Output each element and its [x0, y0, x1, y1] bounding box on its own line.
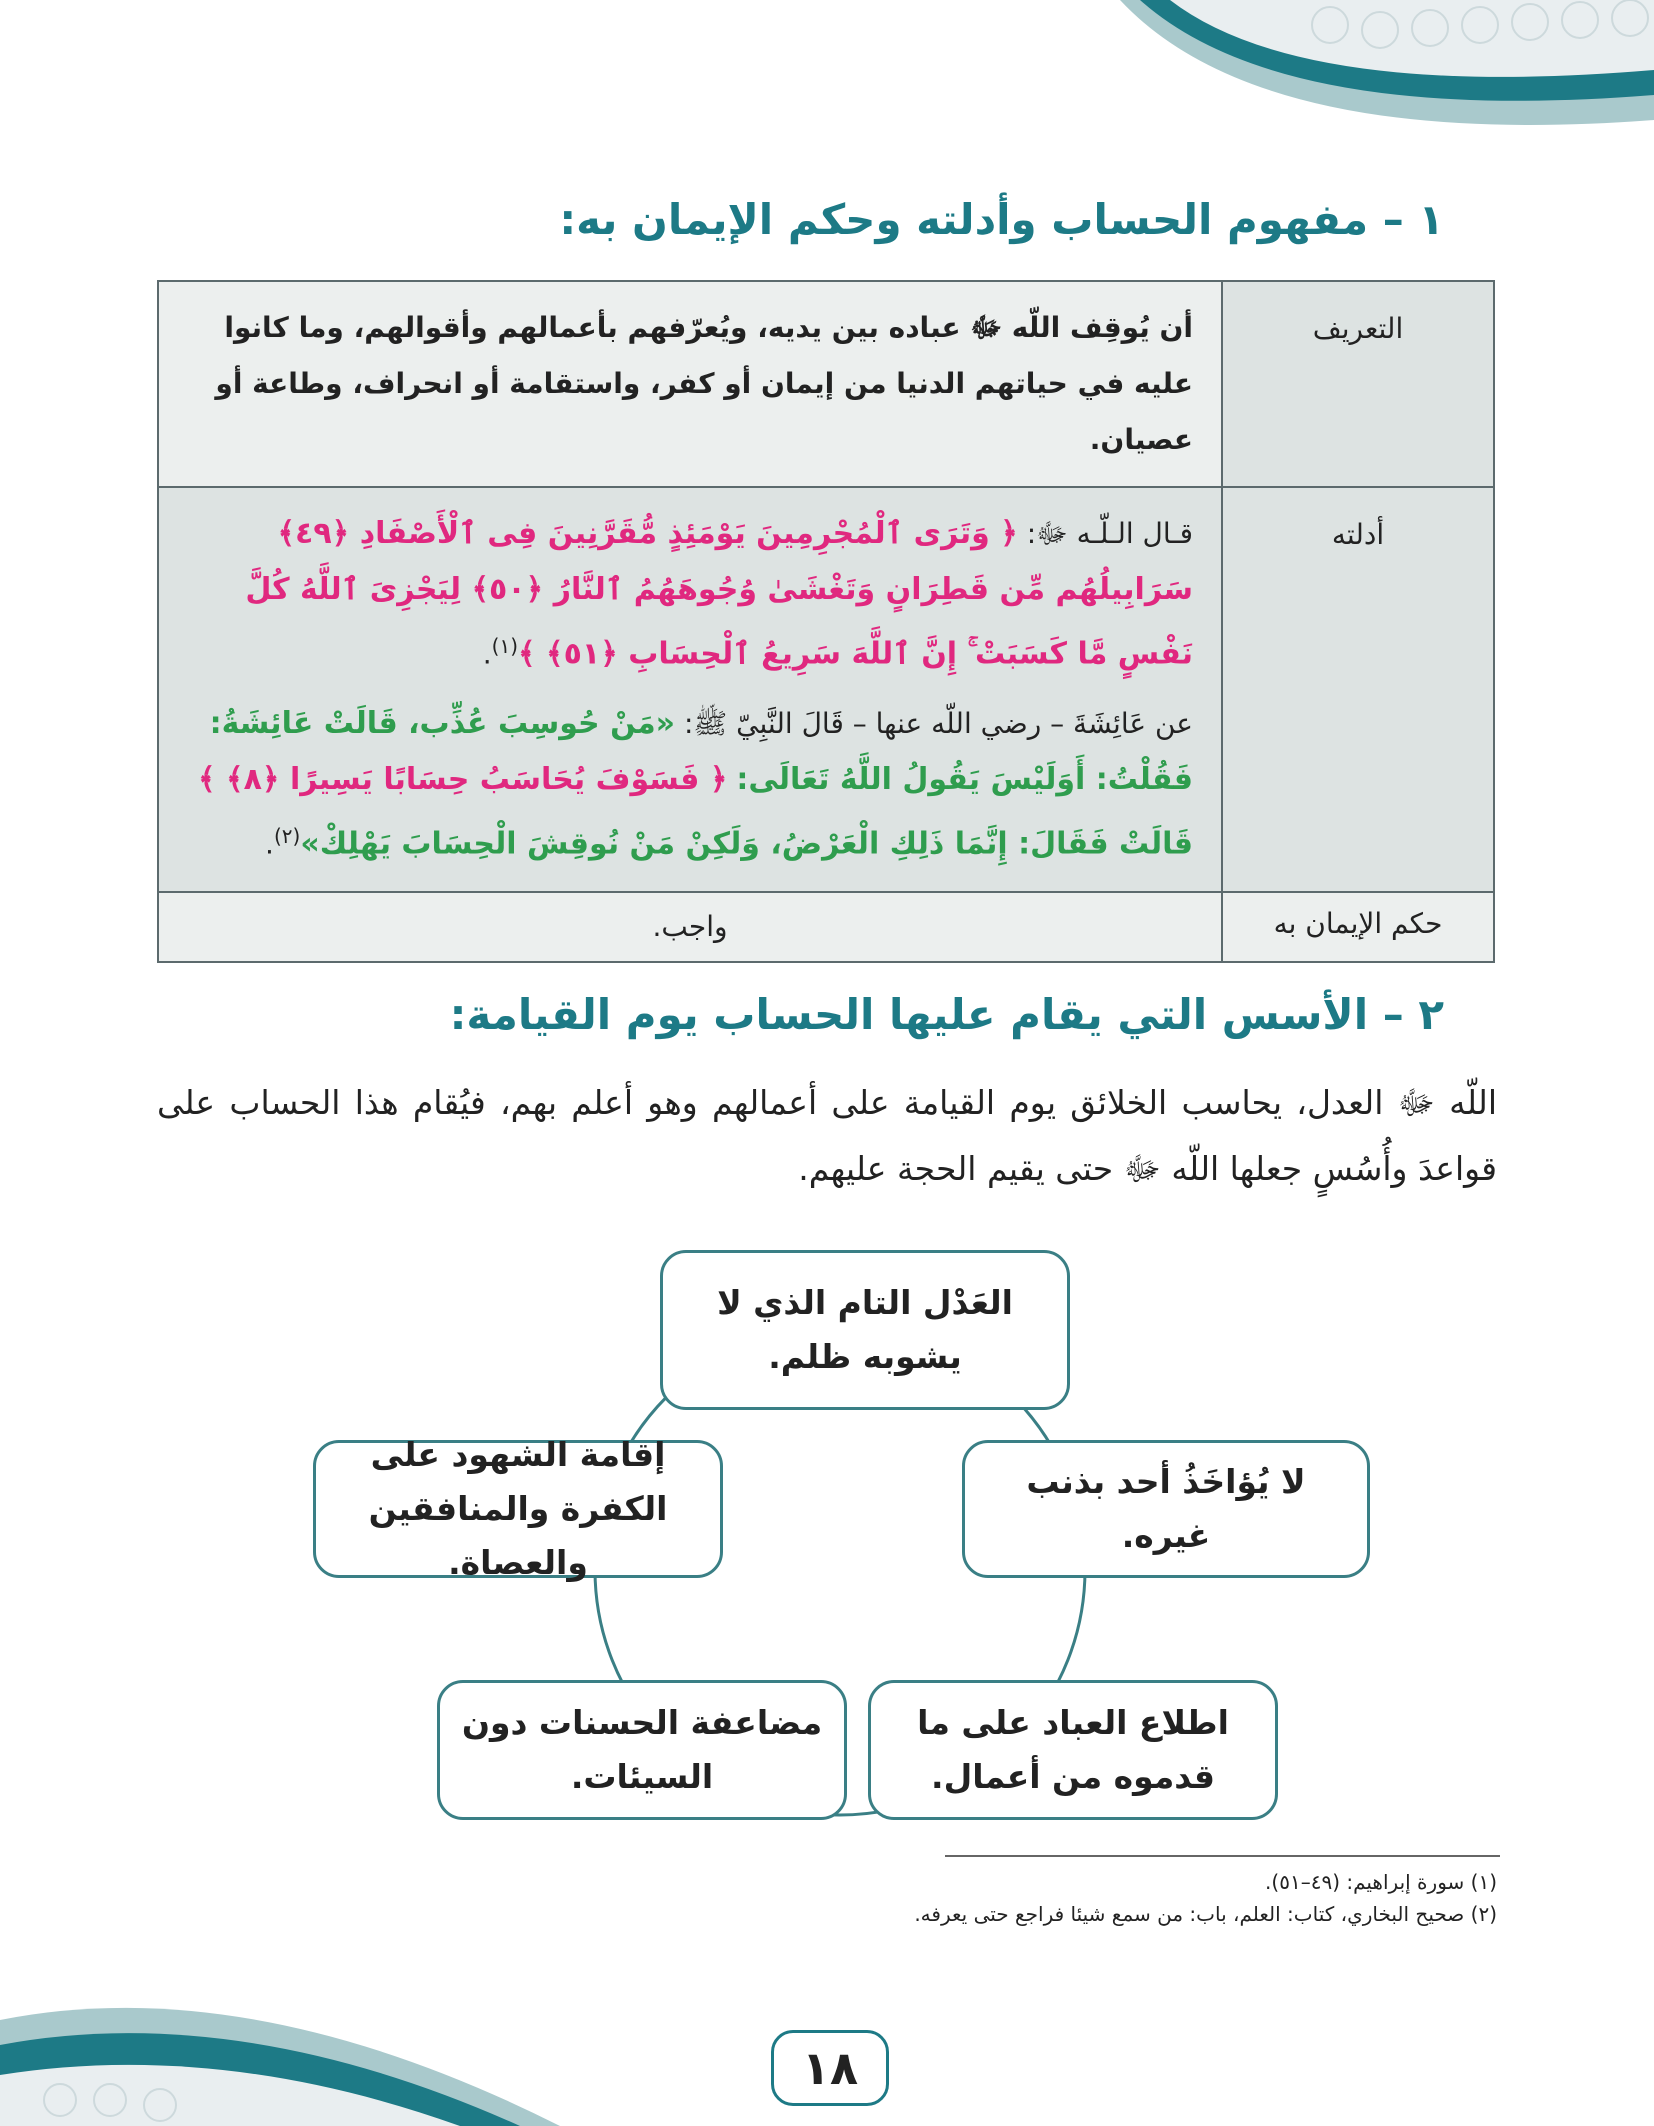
definition-content: أن يُوقِف اللّه ﷻ عباده بين يديه، ويُعرّفهم بأعمالهم وأقوالهم، وما كانوا عليه في حياتهم الدنيا من إيمان أو كفر، واستقامة أو انحراف، وطاعة أو عصيان. — [158, 281, 1222, 487]
evidence-content — [158, 487, 1222, 892]
page-number: ١٨ — [771, 2030, 889, 2106]
footnote-divider — [945, 1855, 1500, 1857]
section2-number: ٢ – — [1382, 990, 1444, 1039]
diagram-box-right: لا يُؤاخَذُ أحد بذنب غيره. — [962, 1440, 1370, 1578]
diagram-box-top: العَدْل التام الذي لا يشوبه ظلم. — [660, 1250, 1070, 1410]
hadith-evidence: عن عَائِشَةَ – رضي اللّه عنها – قَالَ النَّبِيّ ﷺ: «مَنْ حُوسِبَ عُذِّب، قَالَتْ عَائِشَةُ: فَقُلْتُ: أَوَلَيْسَ يَقُولُ اللَّهُ تَعَالَى: ﴿ فَسَوْفَ يُحَاسَبُ حِسَابًا يَسِيرًا ﴿٨﴾ ﴾ قَالَتْ فَقَالَ: إِنَّمَا ذَلِكِ الْعَرْضُ، وَلَكِنْ مَنْ نُوقِشَ الْحِسَابَ يَهْلِكْ»$^{(٢)}$. — [198, 706, 1193, 862]
bottom-decoration — [0, 1950, 560, 2126]
quran-evidence: قـال الـلّـه ﷻ: ﴿ وَتَرَى ٱلْمُجْرِمِينَ يَوْمَئِذٍ مُّقَرَّنِينَ فِى ٱلْأَصْفَادِ ﴿٤٩﴾ سَرَابِيلُهُم مِّن قَطِرَانٍ وَتَغْشَىٰ وُجُوهَهُمُ ٱلنَّارُ ﴿٥٠﴾ لِيَجْزِىَ ٱللَّهُ كُلَّ نَفْسٍ مَّا كَسَبَتْ ۚ إِنَّ ٱللَّهَ سَرِيعُ ٱلْحِسَابِ ﴿٥١﴾ ﴾$^{(١)}$. — [245, 516, 1193, 672]
hadith-intro: عن عَائِشَةَ – رضي اللّه عنها – قَالَ النَّبِيّ ﷺ: — [683, 707, 1193, 741]
section1-number: ١ – — [1382, 195, 1444, 244]
evidence-label: أدلته — [1222, 487, 1494, 892]
footnote-ref-1: (١) — [491, 634, 518, 658]
diagram-box-bottom-right: اطلاع العباد على ما قدموه من أعمال. — [868, 1680, 1278, 1820]
section2-paragraph: اللّه ﷻ العدل، يحاسب الخلائق يوم القيامة على أعمالهم وهو أعلم بهم، فيُقام هذا الحساب على قواعدَ وأُسُسٍ جعلها اللّه ﷻ حتى يقيم الحجة عليهم. — [157, 1083, 1497, 1188]
section2-title: الأسس التي يقام عليها الحساب يوم القيامة: — [449, 990, 1369, 1039]
hadith-text-1: «مَنْ حُوسِبَ عُذِّب، قَالَتْ عَائِشَةُ: فَقُلْتُ: أَوَلَيْسَ يَقُولُ اللَّهُ تَعَالَى: — [209, 706, 1193, 798]
section1-title: مفهوم الحساب وأدلته وحكم الإيمان به: — [559, 195, 1369, 244]
table-row-evidence — [158, 487, 1494, 892]
footnote-ref-2: (٢) — [273, 824, 301, 849]
section2-heading — [450, 990, 1444, 1039]
footnote-1: (١) سورة إبراهيم: (٤٩–٥١). — [1265, 1870, 1497, 1894]
faith-table — [157, 280, 1495, 963]
ruling-label: حكم الإيمان به — [1222, 892, 1494, 962]
quran-intro: قـال الـلّـه ﷻ: — [1026, 517, 1193, 550]
diagram-box-bottom-left: مضاعفة الحسنات دون السيئات. — [437, 1680, 847, 1820]
section1-heading — [559, 195, 1444, 244]
definition-label: التعريف — [1222, 281, 1494, 487]
top-decoration — [1080, 0, 1654, 150]
quran-verse: ﴿ وَتَرَى ٱلْمُجْرِمِينَ يَوْمَئِذٍ مُّقَرَّنِينَ فِى ٱلْأَصْفَادِ ﴿٤٩﴾ سَرَابِيلُهُم مِّن قَطِرَانٍ وَتَغْشَىٰ وُجُوهَهُمُ ٱلنَّارُ ﴿٥٠﴾ لِيَجْزِىَ ٱللَّهُ كُلَّ نَفْسٍ مَّا كَسَبَتْ ۚ إِنَّ ٱللَّهَ سَرِيعُ ٱلْحِسَابِ ﴿٥١﴾ ﴾ — [245, 516, 1193, 672]
table-row-definition — [158, 281, 1494, 487]
footnote-2: (٢) صحيح البخاري، كتاب: العلم، باب: من سمع شيئا فراجع حتى يعرفه. — [914, 1902, 1497, 1926]
table-row-ruling — [158, 892, 1494, 962]
ruling-content: واجب. — [158, 892, 1222, 962]
hadith-text-2: قَالَتْ فَقَالَ: إِنَّمَا ذَلِكِ الْعَرْضُ، وَلَكِنْ مَنْ نُوقِشَ الْحِسَابَ يَهْلِكْ» — [300, 826, 1193, 862]
hadith-quran-verse: ﴿ فَسَوْفَ يُحَاسَبُ حِسَابًا يَسِيرًا ﴿٨﴾ ﴾ — [198, 762, 728, 798]
diagram-box-left: إقامة الشهود على الكفرة والمنافقين والعصاة. — [313, 1440, 723, 1578]
